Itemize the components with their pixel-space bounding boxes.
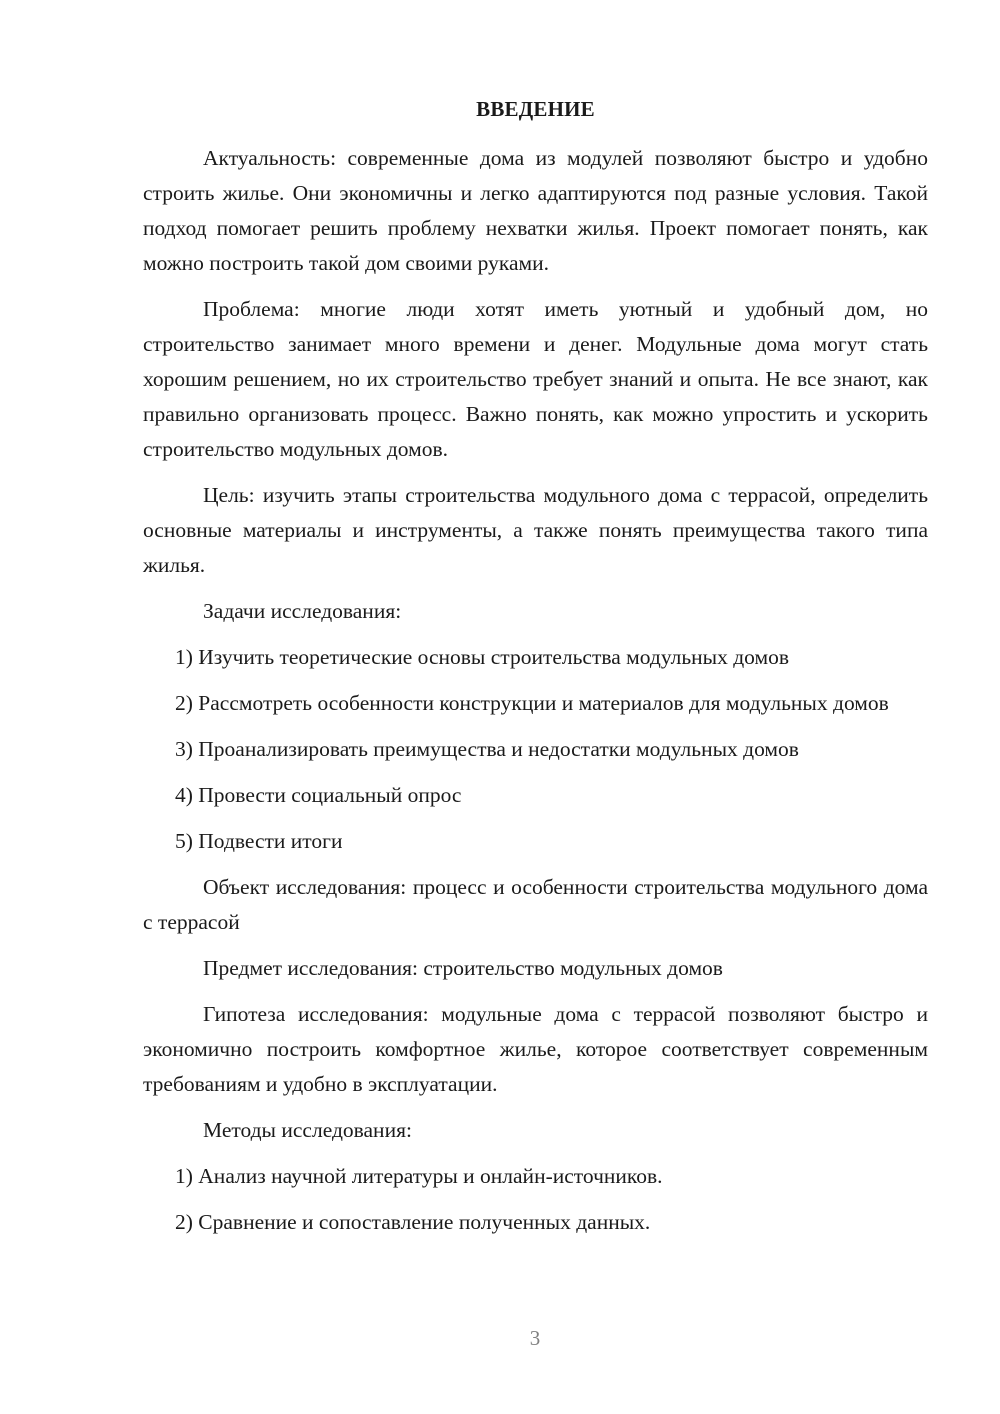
object-paragraph: Объект исследования: процесс и особенности строительства модульного дома с террасой (143, 875, 928, 934)
hypothesis-paragraph: Гипотеза исследования: модульные дома с террасой позволяют быстро и экономично построить комфортное жилье, которое соответствует современным требованиям и удобно в эксплуатации. (143, 1002, 928, 1096)
relevance-paragraph: Актуальность: современные дома из модулей позволяют быстро и удобно строить жилье. Они экономичны и легко адаптируются под разные условия. Такой подход помогает решить проблему нехватки жилья. Проект помогает понять, как можно построить такой дом своими руками. (143, 146, 928, 275)
document-body (143, 92, 928, 1251)
tasks-title: Задачи исследования: (203, 599, 402, 623)
section-heading: ВВЕДЕНИЕ (476, 97, 595, 121)
subject-paragraph: Предмет исследования: строительство модульных домов (203, 956, 723, 980)
task-item: 1) Изучить теоретические основы строительства модульных домов (175, 645, 790, 669)
task-item: 2) Рассмотреть особенности конструкции и материалов для модульных домов (175, 691, 889, 715)
task-item: 3) Проанализировать преимущества и недостатки модульных домов (175, 737, 799, 761)
page-number: 3 (529, 1326, 541, 1350)
methods-title: Методы исследования: (203, 1118, 412, 1142)
method-item: 1) Анализ научной литературы и онлайн-источников. (175, 1164, 663, 1188)
problem-paragraph: Проблема: многие люди хотят иметь уютный и удобный дом, но строительство занимает много времени и денег. Модульные дома могут стать хорошим решением, но их строительство требует знаний и опыта. Не все знают, как правильно организовать процесс. Важно понять, как можно упростить и ускорить строительство модульных домов. (143, 297, 928, 461)
method-item: 2) Сравнение и сопоставление полученных данных. (175, 1210, 651, 1234)
task-item: 4) Провести социальный опрос (175, 783, 462, 807)
task-item: 5) Подвести итоги (175, 829, 343, 853)
goal-paragraph: Цель: изучить этапы строительства модульного дома с террасой, определить основные материалы и инструменты, а также понять преимущества такого типа жилья. (143, 483, 928, 577)
